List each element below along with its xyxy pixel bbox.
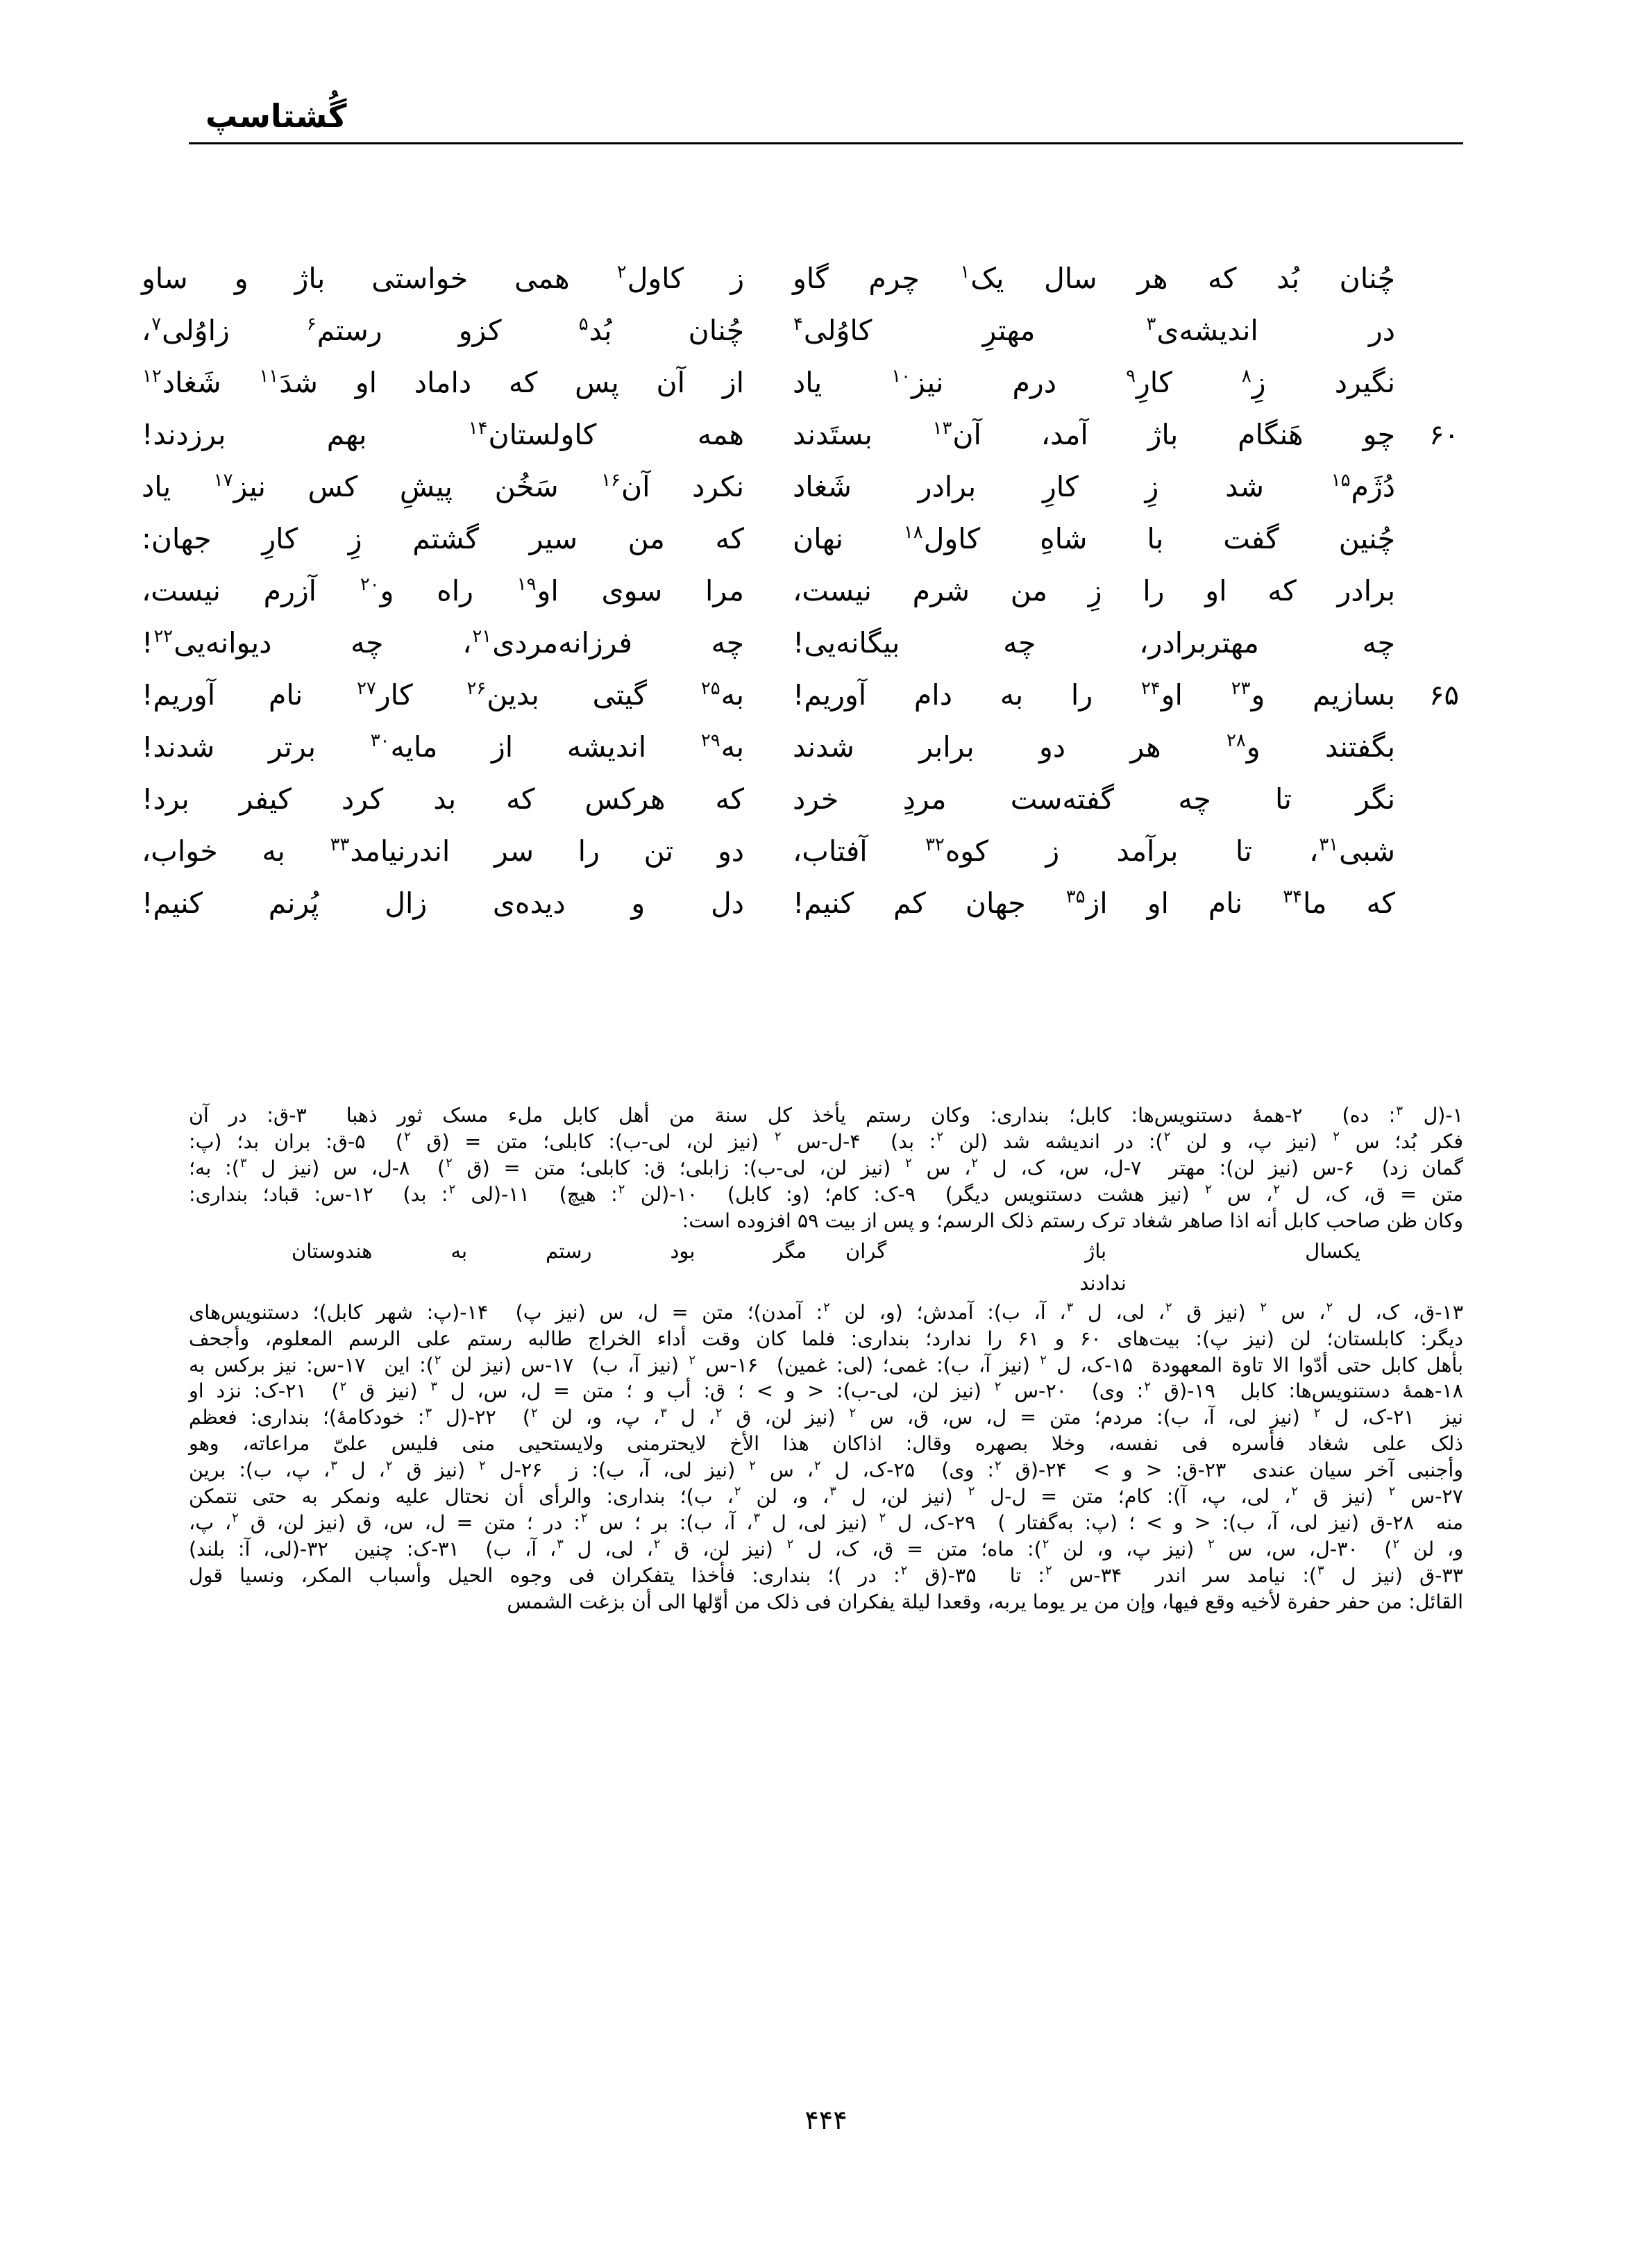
- hemistich-first: در اندیشه‌ی$^۳$ مهترِ کاوُلی$^۴$: [793, 314, 1395, 347]
- verse-line: [142, 725, 1463, 777]
- hemistich-first: چه مهتربرادر، چه بیگانه‌یی!: [793, 626, 1395, 659]
- hemistich-second: نکرد آن$^{۱۶}$ سَخُن پیشِ کس نیز$^{۱۷}$ یاد: [142, 470, 744, 503]
- hemistich-first: برادر که او را زِ من شرم نیست،: [793, 574, 1395, 607]
- verse-line: [142, 621, 1463, 673]
- hemistich-second: به$^{۲۹}$ اندیشه از مایه$^{۳۰}$ برتر شدند!: [142, 730, 744, 764]
- running-head-title: گُشتاسپ: [205, 97, 347, 135]
- footnote-line: دیگر: کابلستان؛ لن (نیز پ): بیت‌های ۶۰ و ۶۱ را ندارد؛ بنداری: فلما کان وقت أداء الخراج طالبه رستم علی الرسم المعلوم، وأجحف: [189, 1327, 1463, 1350]
- hemistich-second: به$^{۲۵}$ گیتی بدین$^{۲۶}$ کار$^{۲۷}$ نام آوریم!: [142, 678, 744, 712]
- footnotes-block: [189, 1102, 1463, 1615]
- verse-number: [1395, 546, 1463, 548]
- hemistich-second: مرا سوی او$^{۱۹}$ راه و$^{۲۰}$ آزرم نیست،: [142, 574, 744, 607]
- inserted-hemistich-continuation: ندادند: [1079, 1270, 1127, 1295]
- hemistich-first: بگفتند و$^{۲۸}$ هر دو برابر شدند: [793, 730, 1396, 764]
- hemistich-second: چُنان بُد$^۵$ کزو رستم$^۶$ زاوُلی$^۷$،: [142, 314, 744, 347]
- hemistich-first: چُنان بُد که هر سال یک$^۱$ چرم گاو: [793, 262, 1395, 295]
- hemistich-second: دل و دیده‌ی زال پُرنم کنیم!: [142, 886, 744, 920]
- footnote-line: متن = ق، ک، ل $^۲$، س $^۲$ (نیز هشت دستنویس دیگر) ۹-ک: کام؛ (و: کابل) ۱۰-(لن $^۲$: هیچ) ۱۱-(لی $^۲$: بد) ۱۲-س: قباد؛ بنداری:: [189, 1182, 1463, 1206]
- footnote-line: وأجنبی آخر سیان عندی ۲۳-ق: < و > ۲۴-(ق $^۲$: وی) ۲۵-ک، ل $^۲$، س $^۲$ (نیز لی، آ، ب): ز ۲۶-ل $^۲$ (نیز ق $^۲$، ل $^۳$، پ، ب): برین: [189, 1458, 1463, 1482]
- verse-number: [1395, 598, 1463, 600]
- verse-line: [142, 257, 1463, 309]
- verse-number: [1395, 754, 1463, 757]
- running-head: [189, 97, 1463, 144]
- hemistich-first: دُژَم$^{۱۵}$ شد زِ کارِ برادر شَغاد: [793, 470, 1395, 503]
- hemistich-second: ز کاول$^۲$ همی خواستی باژ و ساو: [142, 262, 745, 295]
- verse-line: [142, 361, 1463, 413]
- hemistich-first: شبی$^{۳۱}$، تا برآمد ز کوه$^{۳۲}$ آفتاب،: [793, 834, 1395, 868]
- verse-line: [142, 309, 1463, 361]
- verse-number: ۶۵: [1429, 680, 1459, 712]
- verse-line: [142, 882, 1463, 934]
- hemistich-first: چُنین گفت با شاهِ کاول$^{۱۸}$ نهان: [793, 522, 1396, 555]
- footnote-line: القائل: من حفر حفرة لأخیه وقع فیها، وإن من یر یوما یربه، وقعدا لیلة یفکران فی ذلک من أوّلها الی أن بزغت الشمس: [507, 1590, 1463, 1613]
- verse-number: [1395, 858, 1463, 861]
- footnote-line: وکان ظن صاحب کابل أنه اذا صاهر شغاد ترک رستم ذلک الرسم؛ و پس از بیت ۵۹ افزوده است:: [682, 1209, 1463, 1232]
- verse-block: [142, 257, 1463, 934]
- verse-line: [142, 830, 1463, 882]
- footnote-line: ۱۸-همهٔ دستنویس‌ها: کابل ۱۹-(ق $^۲$: وی) ۲۰-س $^۲$ (نیز لن، لی‌-ب): < و > ؛ ق: أب ‌و ؛ متن = ل، س، ل $^۳$ (نیز ق $^۲$) ۲۱-ک: نزد او: [189, 1379, 1463, 1403]
- footnote-line: ۱۳-ق، ک، ل $^۲$، س $^۲$ (نیز ق $^۲$، لی، ل $^۳$، آ، ب): آمدش؛ (و، لن $^۲$: آمدن)؛ متن = ل، س (نیز پ) ۱۴-(پ: شهر کابل)؛ دستنویس‌های: [189, 1300, 1464, 1324]
- footnote-line: ذلک علی شغاد فأسره فی نفسه، وخلا بصهره وقال: اذاکان هذا الأخ لایحترمنی ولایستحیی منی فلیس علیّ مراعاته، وهو: [189, 1432, 1463, 1456]
- verse-number: [1395, 285, 1463, 288]
- footnote-line: گمان زد) ۶-س (نیز لن): مهتر ۷-ل، س، ک، ل $^۲$، س $^۲$ (نیز لن، لی‌-ب): زابلی؛ ق: کابلی؛ متن = (ق $^۲$) ۸-ل، س (نیز ل $^۳$): به؛: [189, 1156, 1463, 1179]
- hemistich-second: دو تن را سر اندرنیامد$^{۳۳}$ به خواب،: [142, 834, 744, 868]
- verse-line: [142, 465, 1463, 517]
- hemistich-first: که ما$^{۳۴}$ نام او از$^{۳۵}$ جهان کم کنیم!: [793, 886, 1395, 920]
- verse-line: [142, 517, 1463, 569]
- hemistich-second: همه کاولستان$^{۱۴}$ بهم برزدند!: [142, 418, 744, 451]
- inserted-verse-continuation: [189, 1270, 1463, 1297]
- verse-number: [1395, 650, 1463, 653]
- verse-number: [1395, 337, 1463, 340]
- hemistich-first: نگر تا چه گفته‌ست مردِ خرد: [793, 782, 1395, 816]
- hemistich-second: که هرکس که بد کرد کیفر برد!: [142, 782, 744, 816]
- page-number: ۴۴۴: [804, 2105, 848, 2135]
- verse-number: ۶۰: [1429, 419, 1459, 451]
- verse-number: [1395, 806, 1463, 809]
- hemistich-first: نگیرد زِ$^۸$ کارِ$^۹$ درم نیز$^{۱۰}$ یاد: [793, 366, 1395, 399]
- verse-line: [142, 673, 1463, 725]
- footnote-line: منه ۲۸-ق (نیز لی، آ، ب): < و > ؛ (پ: به‌گفتار ) ۲۹-ک، ل $^۲$ (نیز لی، ل $^۳$، آ، ب): بر ؛ س $^۲$: در ؛ متن = ل، س، ق (نیز لن، ق $^۲$، پ،: [189, 1511, 1463, 1534]
- running-head-rule: [189, 142, 1463, 144]
- footnote-line: ۱-(ل $^۳$: ده) ۲-همهٔ دستنویس‌ها: کابل؛ بنداری: وکان رستم یأخذ کل سنة من أهل کابل ملء مسک ثور ذهبا ۳-ق: در آن: [189, 1103, 1463, 1127]
- verse-number: [1395, 389, 1463, 392]
- footnote-line: بأهل کابل حتی أدّوا الا تاوة المعهودة ۱۵-ک، ل $^۲$ (نیز آ، ب): غمی؛ (لی: غمین) ۱۶-س $^۲$ (نیز آ، ب) ۱۷-س (نیز لن $^۲$): این ۱۷-س: نیز برکس به: [189, 1353, 1464, 1377]
- footnote-line: ۳۳-ق (نیز ل $^۳$): نیامد سر اندر ۳۴-س $^۲$: تا ۳۵-(ق $^۲$: در )؛ بنداری: فأخذا یتفکران فی وجوه الحیل وأسباب المکر، ونسیا قول: [189, 1563, 1463, 1587]
- footnote-line: نیز ۲۱-ک، ل $^۲$ (نیز لی، آ، ب): مردم؛ متن = ل، س، ق، س $^۲$ (نیز لن، ق $^۲$، ل $^۳$، پ، و، لن $^۲$) ۲۲-(ل $^۳$: خودکامهٔ)؛ بنداری: فعظم: [189, 1405, 1463, 1429]
- hemistich-second: که من سیر گشتم زِ کارِ جهان:: [142, 522, 744, 555]
- inserted-hemistich-second: مگر بود رستم به هندوستان: [292, 1239, 807, 1263]
- hemistich-first: بسازیم و$^{۲۳}$ او$^{۲۴}$ را به دام آوریم!: [793, 678, 1396, 712]
- verse-number: [1395, 494, 1463, 496]
- footnote-line: ۲۷-س $^۲$ (نیز ق $^۲$، لی، پ، آ): کام؛ متن = ل‌-ل $^۲$ (نیز لن، ل $^۳$، و، لن $^۲$، ب)؛ بنداری: والرأی أن نحتال علیه ونمکر به حتی نتمکن: [189, 1484, 1463, 1508]
- inserted-spacer: [272, 1270, 826, 1297]
- hemistich-second: از آن پس که داماد او شدَ$^{۱۱}$ شَغاد$^{۱۲}$: [142, 366, 745, 399]
- footnote-line: و، لن $^۲$) ۳۰-ل، س، س $^۲$ (نیز پ، و، لن $^۲$): ماه؛ متن = ق، ک، ل $^۲$ (نیز لن، ق $^۲$، لی، ل $^۳$، آ، ب) ۳۱-ک: چنین ۳۲-(لی، آ: بلند): [189, 1537, 1463, 1561]
- hemistich-second: چه فرزانه‌مردی$^{۲۱}$، چه دیوانه‌یی$^{۲۲}$!: [142, 626, 744, 659]
- inserted-variant-verse: [189, 1238, 1463, 1265]
- footnote-line: فکر بُد؛ س $^۲$ (نیز پ، و لن $^۲$): در اندیشه شد (لن $^۲$: بد) ۴-ل‌-س $^۲$ (نیز لن، لی‌-ب): کابلی؛ متن = (ق $^۲$) ۵-ق: بران بد؛ (پ:: [189, 1129, 1463, 1153]
- verse-line: [142, 413, 1463, 465]
- verse-line: [142, 777, 1463, 830]
- hemistich-first: چو هَنگام باژ آمد، آن$^{۱۳}$ بستَدند: [793, 418, 1395, 451]
- verse-line: [142, 569, 1463, 621]
- inserted-hemistich-first: یکسال باژ گران: [845, 1239, 1360, 1263]
- verse-number: [1395, 910, 1463, 913]
